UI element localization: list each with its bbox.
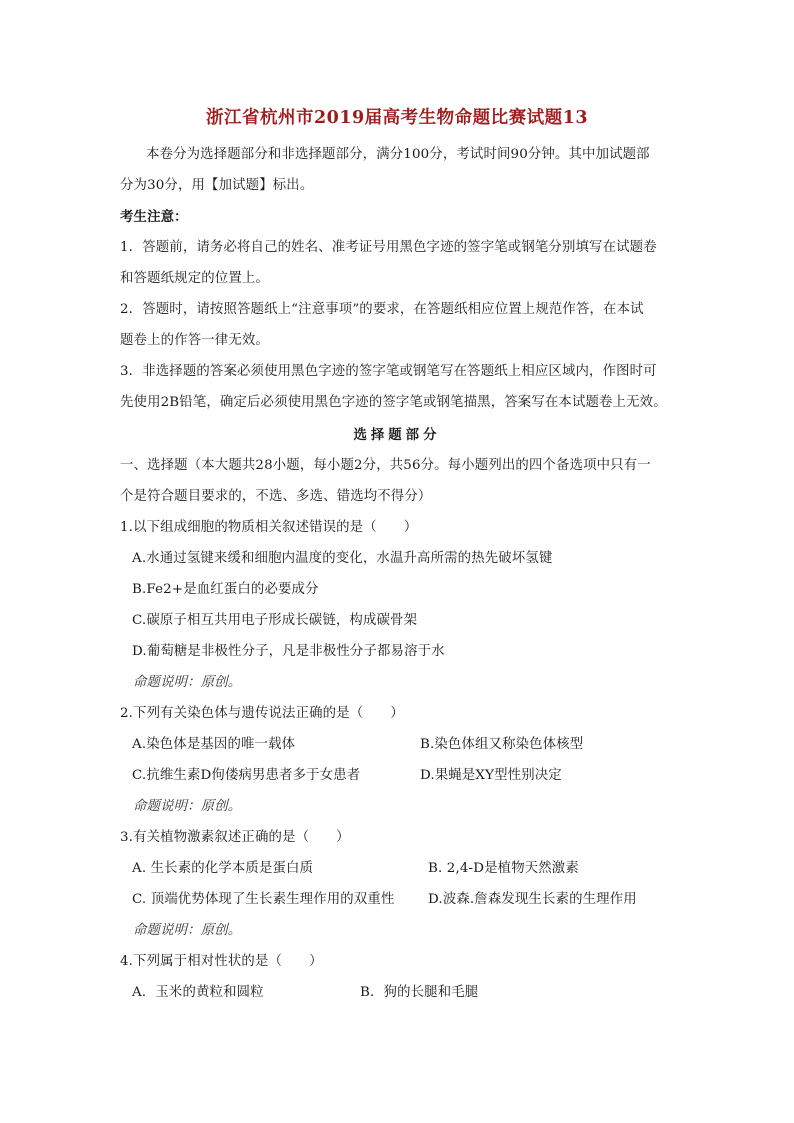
section-instructions: 个是符合题目要求的，不选、多选、错选均不得分） — [120, 489, 432, 504]
notice-heading: 考生注意： — [120, 209, 188, 225]
question-stem: 4.下列属于相对性状的是（ ） — [120, 954, 323, 969]
question-option: D.波森.詹森发现生长素的生理作用 — [428, 892, 637, 907]
question-option: A.染色体是基因的唯一载体 — [132, 737, 296, 752]
question-stem: 1.以下组成细胞的物质相关叙述错误的是（ ） — [120, 520, 418, 535]
notice-item: 和答题纸规定的位置上。 — [120, 271, 269, 286]
question-option: D.果蝇是XY型性别决定 — [420, 768, 562, 783]
question-option: A．玉米的黄粒和圆粒 — [132, 985, 264, 1000]
notice-item: 1．答题前，请务必将自己的姓名、准考证号用黑色字迹的签字笔或钢笔分别填写在试题卷 — [120, 240, 657, 255]
question-option: C.碳原子相互共用电子形成长碳链，构成碳骨架 — [132, 613, 418, 628]
question-note: 命题说明：原创。 — [133, 799, 242, 814]
section-title: 选择题部分 — [353, 427, 441, 443]
question-option: B. 2,4-D是植物天然激素 — [428, 861, 579, 876]
question-option: C.抗维生素D佝偻病男患者多于女患者 — [132, 768, 361, 783]
notice-item: 题卷上的作答一律无效。 — [120, 333, 269, 348]
question-option: C. 顶端优势体现了生长素生理作用的双重性 — [132, 892, 395, 907]
notice-item: 先使用2B铅笔，确定后必须使用黑色字迹的签字笔或钢笔描黑，答案写在本试题卷上无效。 — [120, 395, 667, 410]
question-note: 命题说明：原创。 — [133, 923, 242, 938]
question-stem: 3.有关植物激素叙述正确的是（ ） — [120, 830, 350, 845]
question-option: B.Fe2+是血红蛋白的必要成分 — [132, 582, 319, 597]
question-option: B.染色体组又称染色体核型 — [420, 737, 584, 752]
question-option: D.葡萄糖是非极性分子，凡是非极性分子都易溶于水 — [132, 644, 445, 659]
section-instructions: 一、选择题（本大题共28小题，每小题2分，共56分。每小题列出的四个备选项中只有一 — [120, 458, 651, 473]
question-note: 命题说明：原创。 — [133, 675, 242, 690]
notice-item: 3．非选择题的答案必须使用黑色字迹的签字笔或钢笔写在答题纸上相应区域内，作图时可 — [120, 364, 657, 379]
question-option: B．狗的长腿和毛腿 — [360, 985, 479, 1000]
question-stem: 2.下列有关染色体与遗传说法正确的是（ ） — [120, 706, 404, 721]
question-option: A.水通过氢键来缓和细胞内温度的变化，水温升高所需的热先破坏氢键 — [132, 551, 553, 566]
page-title: 浙江省杭州市2019届高考生物命题比赛试题13 — [205, 108, 589, 128]
intro-line-1: 本卷分为选择题部分和非选择题部分，满分100分，考试时间90分钟。其中加试题部 — [146, 147, 650, 162]
intro-line-2: 分为30分，用【加试题】标出。 — [120, 178, 314, 193]
notice-item: 2．答题时，请按照答题纸上“注意事项”的要求，在答题纸相应位置上规范作答，在本试 — [120, 302, 644, 317]
question-option: A. 生长素的化学本质是蛋白质 — [132, 861, 314, 876]
